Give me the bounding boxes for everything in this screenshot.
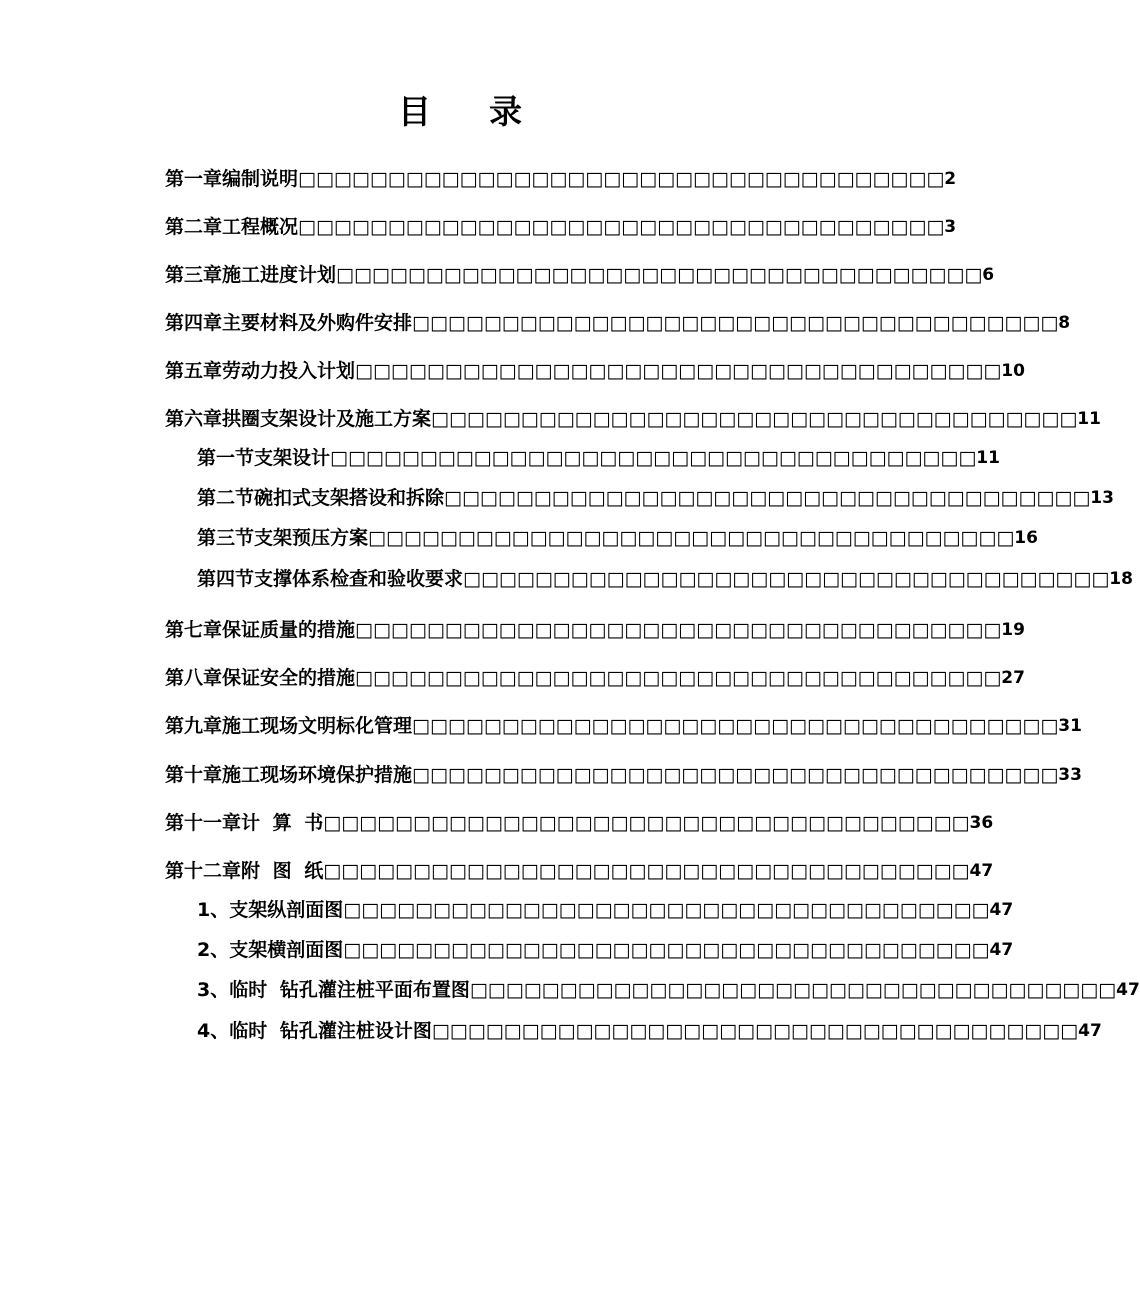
toc-page-number: 11 (1077, 409, 1101, 429)
toc-entry-appendix-1[interactable] (197, 897, 1014, 923)
toc-entry-title: 临时 钻孔灌注桩平面布置图 (229, 979, 470, 1001)
toc-entry-chapter-11[interactable] (165, 810, 994, 836)
toc-entry-number: 1、 (197, 899, 230, 921)
toc-leader: □□□□□□□□□□□□□□□□□□□□□□□□□□□□□□□□□□□□ (298, 216, 945, 238)
toc-entry-appendix-3[interactable] (197, 977, 1140, 1003)
toc-page-number: 27 (1001, 668, 1025, 688)
toc-leader: □□□□□□□□□□□□□□□□□□□□□□□□□□□□□□□□□□□□ (355, 360, 1002, 382)
toc-entry-number: 第四节 (197, 568, 255, 590)
toc-entry-number: 第十一章 (165, 812, 242, 834)
toc-page-number: 13 (1090, 488, 1114, 508)
toc-leader: □□□□□□□□□□□□□□□□□□□□□□□□□□□□□□□□□□□□ (412, 312, 1059, 334)
toc-page-number: 33 (1058, 765, 1082, 785)
toc-entry-title: 施工现场文明标化管理 (222, 715, 413, 737)
toc-entry-number: 第二章 (165, 216, 223, 238)
toc-entry-number: 第七章 (165, 619, 223, 641)
toc-leader: □□□□□□□□□□□□□□□□□□□□□□□□□□□□□□□□□□□□ (463, 568, 1110, 590)
toc-entry-number: 第五章 (165, 360, 223, 382)
toc-entry-title: 劳动力投入计划 (222, 360, 356, 382)
toc-page-number: 2 (944, 169, 957, 189)
toc-page-number: 47 (989, 900, 1014, 920)
toc-entry-chapter-4[interactable] (165, 310, 1071, 336)
toc-title (0, 86, 920, 133)
toc-page-number: 31 (1058, 716, 1082, 736)
toc-entry-section-4[interactable] (197, 566, 1133, 592)
toc-page-number: 36 (969, 813, 994, 833)
toc-entry-title: 计 算 书 (241, 812, 324, 834)
toc-entry-number: 4、 (197, 1020, 230, 1042)
toc-page-number: 19 (1001, 620, 1025, 640)
toc-entry-chapter-1[interactable] (165, 166, 957, 192)
toc-leader: □□□□□□□□□□□□□□□□□□□□□□□□□□□□□□□□□□□□ (336, 264, 983, 286)
toc-entry-number: 第三节 (197, 527, 255, 549)
toc-leader: □□□□□□□□□□□□□□□□□□□□□□□□□□□□□□□□□□□□ (355, 619, 1002, 641)
toc-entry-number: 3、 (197, 979, 230, 1001)
toc-leader: □□□□□□□□□□□□□□□□□□□□□□□□□□□□□□□□□□□□ (412, 715, 1059, 737)
toc-page-number: 16 (1014, 528, 1038, 548)
toc-entry-section-1[interactable] (197, 445, 1000, 471)
toc-page-number: 8 (1058, 313, 1071, 333)
toc-title-char-1: 目 (398, 92, 431, 131)
toc-entry-title: 拱圈支架设计及施工方案 (222, 408, 432, 430)
toc-leader: □□□□□□□□□□□□□□□□□□□□□□□□□□□□□□□□□□□□ (431, 408, 1078, 430)
toc-leader: □□□□□□□□□□□□□□□□□□□□□□□□□□□□□□□□□□□□ (330, 447, 977, 469)
toc-entry-number: 第四章 (165, 312, 223, 334)
toc-entry-title: 支架预压方案 (254, 527, 369, 549)
toc-entry-chapter-2[interactable] (165, 214, 957, 240)
toc-entry-number: 2、 (197, 939, 230, 961)
toc-page-number: 47 (989, 940, 1014, 960)
toc-entry-appendix-2[interactable] (197, 937, 1014, 963)
toc-entry-title: 编制说明 (222, 168, 299, 190)
toc-page-number: 6 (982, 265, 995, 285)
toc-entry-section-2[interactable] (197, 485, 1114, 511)
toc-leader: □□□□□□□□□□□□□□□□□□□□□□□□□□□□□□□□□□□□ (323, 812, 970, 834)
toc-entry-title: 支撑体系检查和验收要求 (254, 568, 464, 590)
toc-entry-number: 第十二章 (165, 860, 242, 882)
toc-entry-chapter-12[interactable] (165, 858, 994, 884)
toc-page-number: 18 (1109, 569, 1133, 589)
toc-entry-appendix-4[interactable] (197, 1018, 1102, 1044)
toc-page-number: 11 (976, 448, 1000, 468)
toc-leader: □□□□□□□□□□□□□□□□□□□□□□□□□□□□□□□□□□□□ (431, 1020, 1079, 1042)
toc-entry-title: 临时 钻孔灌注桩设计图 (229, 1020, 432, 1042)
toc-page-number: 10 (1001, 361, 1025, 381)
toc-entry-title: 碗扣式支架搭设和拆除 (254, 487, 445, 509)
toc-entry-section-3[interactable] (197, 525, 1038, 551)
toc-leader: □□□□□□□□□□□□□□□□□□□□□□□□□□□□□□□□□□□□ (444, 487, 1091, 509)
toc-entry-title: 支架纵剖面图 (229, 899, 344, 921)
toc-entry-chapter-8[interactable] (165, 665, 1025, 691)
toc-page-number: 47 (1078, 1021, 1102, 1041)
toc-entry-number: 第八章 (165, 667, 223, 689)
toc-page-number: 3 (944, 217, 957, 237)
toc-entry-number: 第十章 (165, 764, 223, 786)
toc-entry-number: 第一节 (197, 447, 255, 469)
toc-leader: □□□□□□□□□□□□□□□□□□□□□□□□□□□□□□□□□□□□ (355, 667, 1002, 689)
toc-leader: □□□□□□□□□□□□□□□□□□□□□□□□□□□□□□□□□□□□ (412, 764, 1059, 786)
toc-entry-chapter-6[interactable] (165, 406, 1101, 432)
toc-title-char-2: 录 (489, 92, 522, 131)
toc-entry-number: 第六章 (165, 408, 223, 430)
toc-entry-title: 保证安全的措施 (222, 667, 356, 689)
toc-entry-title: 主要材料及外购件安排 (222, 312, 413, 334)
toc-entry-chapter-7[interactable] (165, 617, 1025, 643)
toc-entry-number: 第三章 (165, 264, 223, 286)
toc-leader: □□□□□□□□□□□□□□□□□□□□□□□□□□□□□□□□□□□□ (343, 939, 990, 961)
toc-entry-title: 保证质量的措施 (222, 619, 356, 641)
toc-entry-title: 支架设计 (254, 447, 331, 469)
toc-entry-chapter-5[interactable] (165, 358, 1025, 384)
toc-leader: □□□□□□□□□□□□□□□□□□□□□□□□□□□□□□□□□□□□ (323, 860, 970, 882)
toc-page-number: 47 (1116, 980, 1140, 1000)
toc-entry-number: 第九章 (165, 715, 223, 737)
toc-entry-chapter-9[interactable] (165, 713, 1082, 739)
toc-leader: □□□□□□□□□□□□□□□□□□□□□□□□□□□□□□□□□□□□ (343, 899, 990, 921)
toc-entry-chapter-10[interactable] (165, 762, 1082, 788)
toc-entry-title: 工程概况 (222, 216, 299, 238)
toc-leader: □□□□□□□□□□□□□□□□□□□□□□□□□□□□□□□□□□□□ (469, 979, 1117, 1001)
toc-entry-chapter-3[interactable] (165, 262, 995, 288)
toc-page-number: 47 (969, 861, 994, 881)
toc-entry-number: 第二节 (197, 487, 255, 509)
toc-entry-number: 第一章 (165, 168, 223, 190)
toc-entry-title: 施工现场环境保护措施 (222, 764, 413, 786)
toc-entry-title: 附 图 纸 (241, 860, 324, 882)
toc-leader: □□□□□□□□□□□□□□□□□□□□□□□□□□□□□□□□□□□□ (298, 168, 945, 190)
toc-leader: □□□□□□□□□□□□□□□□□□□□□□□□□□□□□□□□□□□□ (368, 527, 1015, 549)
toc-entry-title: 施工进度计划 (222, 264, 337, 286)
toc-entry-title: 支架横剖面图 (229, 939, 344, 961)
